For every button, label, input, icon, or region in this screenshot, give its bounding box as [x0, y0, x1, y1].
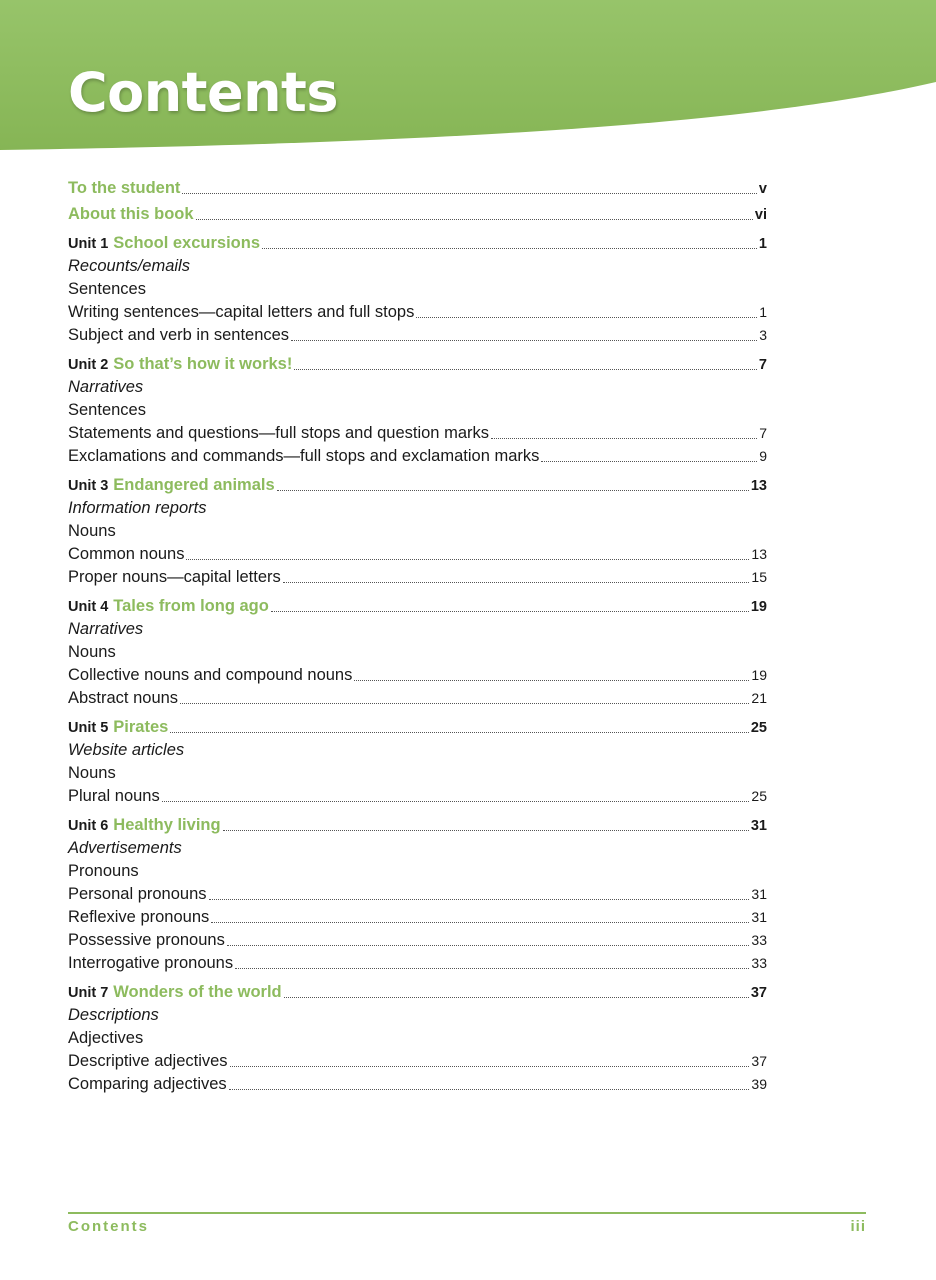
- toc-topic-entry[interactable]: [68, 687, 767, 710]
- dot-leader: [416, 317, 757, 318]
- topic-page: 9: [759, 448, 767, 464]
- topic-page: 31: [751, 886, 767, 902]
- unit-title: School excursions: [113, 234, 260, 252]
- unit-genre: Recounts/emails: [68, 257, 190, 275]
- dot-leader: [229, 1089, 750, 1090]
- topic-page: 15: [751, 569, 767, 585]
- dot-leader: [271, 611, 749, 612]
- topic-page: 13: [751, 546, 767, 562]
- toc-entry-page: v: [758, 181, 767, 197]
- unit-page: 25: [750, 720, 767, 736]
- unit-list: [68, 232, 767, 1096]
- toc-unit-heading[interactable]: [68, 814, 767, 837]
- dot-leader: [291, 340, 757, 341]
- topic-label: Common nouns: [68, 545, 185, 563]
- dot-leader: [211, 922, 749, 923]
- dot-leader: [180, 703, 749, 704]
- toc-topic-entry[interactable]: [68, 1073, 767, 1096]
- topic-label: Descriptive adjectives: [68, 1052, 228, 1070]
- dot-leader: [284, 997, 749, 998]
- toc-topic-entry[interactable]: [68, 324, 767, 347]
- unit-page: 19: [750, 599, 767, 615]
- toc-entry-page: vi: [754, 207, 767, 223]
- topic-label: Interrogative pronouns: [68, 954, 234, 972]
- dot-leader: [491, 438, 757, 439]
- toc-entry-about-this-book[interactable]: [68, 203, 767, 226]
- toc-topic-entry[interactable]: [68, 883, 767, 906]
- unit-page: 1: [758, 236, 767, 252]
- toc-entry-to-the-student[interactable]: [68, 177, 767, 200]
- unit-title: Wonders of the world: [113, 983, 282, 1001]
- toc-topic-entry[interactable]: [68, 1050, 767, 1073]
- table-of-contents: [68, 177, 767, 1096]
- topic-page: 1: [759, 304, 767, 320]
- unit-title: Healthy living: [113, 816, 221, 834]
- unit-genre: Advertisements: [68, 839, 182, 857]
- toc-unit-heading[interactable]: [68, 353, 767, 376]
- toc-entry-label: About this book: [68, 205, 194, 223]
- dot-leader: [541, 461, 757, 462]
- topic-page: 19: [751, 667, 767, 683]
- dot-leader: [354, 680, 749, 681]
- topic-label: Proper nouns—capital letters: [68, 568, 281, 586]
- toc-unit-heading[interactable]: [68, 716, 767, 739]
- footer-rule: [68, 1212, 866, 1214]
- unit-number: Unit 3: [68, 478, 109, 494]
- footer-label: Contents: [68, 1218, 149, 1235]
- topic-page: 3: [759, 327, 767, 343]
- toc-topic-entry[interactable]: [68, 952, 767, 975]
- dot-leader: [162, 801, 750, 802]
- topic-page: 33: [751, 932, 767, 948]
- unit-page: 37: [750, 985, 767, 1001]
- toc-topic-entry[interactable]: [68, 566, 767, 589]
- unit-genre: Descriptions: [68, 1006, 159, 1024]
- topic-page: 25: [751, 788, 767, 804]
- toc-topic-entry[interactable]: [68, 785, 767, 808]
- topic-label: Writing sentences—capital letters and full stops: [68, 303, 415, 321]
- unit-genre: Website articles: [68, 741, 185, 759]
- unit-number: Unit 7: [68, 985, 109, 1001]
- dot-leader: [170, 732, 749, 733]
- toc-topic-entry[interactable]: [68, 301, 767, 324]
- topic-label: Subject and verb in sentences: [68, 326, 290, 344]
- topic-page: 7: [759, 425, 767, 441]
- toc-topic-entry[interactable]: [68, 422, 767, 445]
- topic-label: Statements and questions—full stops and question marks: [68, 424, 489, 442]
- dot-leader: [223, 830, 749, 831]
- footer-page-number: iii: [850, 1218, 866, 1235]
- toc-unit-heading[interactable]: [68, 474, 767, 497]
- dot-leader: [196, 219, 753, 220]
- unit-number: Unit 4: [68, 599, 109, 615]
- page-title: Contents: [68, 61, 339, 124]
- dot-leader: [230, 1066, 750, 1067]
- unit-page: 7: [758, 357, 767, 373]
- dot-leader: [182, 193, 756, 194]
- topic-label: Exclamations and commands—full stops and exclamation marks: [68, 447, 540, 465]
- topic-label: Plural nouns: [68, 787, 160, 805]
- topic-page: 31: [751, 909, 767, 925]
- topic-page: 33: [751, 955, 767, 971]
- unit-category: Nouns: [68, 764, 116, 782]
- unit-category: Sentences: [68, 280, 146, 298]
- dot-leader: [277, 490, 749, 491]
- unit-category: Adjectives: [68, 1029, 144, 1047]
- toc-topic-entry[interactable]: [68, 445, 767, 468]
- unit-genre: Narratives: [68, 378, 144, 396]
- toc-unit-heading[interactable]: [68, 981, 767, 1004]
- toc-topic-entry[interactable]: [68, 929, 767, 952]
- toc-topic-entry[interactable]: [68, 664, 767, 687]
- unit-page: 13: [750, 478, 767, 494]
- toc-topic-entry[interactable]: [68, 906, 767, 929]
- toc-topic-entry[interactable]: [68, 543, 767, 566]
- unit-title: So that’s how it works!: [113, 355, 293, 373]
- dot-leader: [262, 248, 757, 249]
- topic-label: Comparing adjectives: [68, 1075, 227, 1093]
- topic-page: 21: [751, 690, 767, 706]
- topic-label: Reflexive pronouns: [68, 908, 210, 926]
- unit-category: Sentences: [68, 401, 146, 419]
- dot-leader: [294, 369, 757, 370]
- unit-category: Pronouns: [68, 862, 139, 880]
- unit-number: Unit 6: [68, 818, 109, 834]
- unit-number: Unit 1: [68, 236, 109, 252]
- topic-page: 37: [751, 1053, 767, 1069]
- unit-number: Unit 5: [68, 720, 109, 736]
- topic-label: Possessive pronouns: [68, 931, 225, 949]
- dot-leader: [283, 582, 750, 583]
- toc-unit-heading[interactable]: [68, 232, 767, 255]
- topic-page: 39: [751, 1076, 767, 1092]
- topic-label: Collective nouns and compound nouns: [68, 666, 353, 684]
- unit-title: Endangered animals: [113, 476, 275, 494]
- unit-title: Tales from long ago: [113, 597, 269, 615]
- topic-label: Personal pronouns: [68, 885, 207, 903]
- dot-leader: [227, 945, 750, 946]
- topic-label: Abstract nouns: [68, 689, 179, 707]
- unit-number: Unit 2: [68, 357, 109, 373]
- unit-title: Pirates: [113, 718, 169, 736]
- toc-unit-heading[interactable]: [68, 595, 767, 618]
- unit-page: 31: [750, 818, 767, 834]
- unit-category: Nouns: [68, 522, 116, 540]
- unit-genre: Narratives: [68, 620, 144, 638]
- dot-leader: [235, 968, 749, 969]
- unit-genre: Information reports: [68, 499, 207, 517]
- dot-leader: [186, 559, 749, 560]
- dot-leader: [209, 899, 750, 900]
- toc-entry-label: To the student: [68, 179, 181, 197]
- unit-category: Nouns: [68, 643, 116, 661]
